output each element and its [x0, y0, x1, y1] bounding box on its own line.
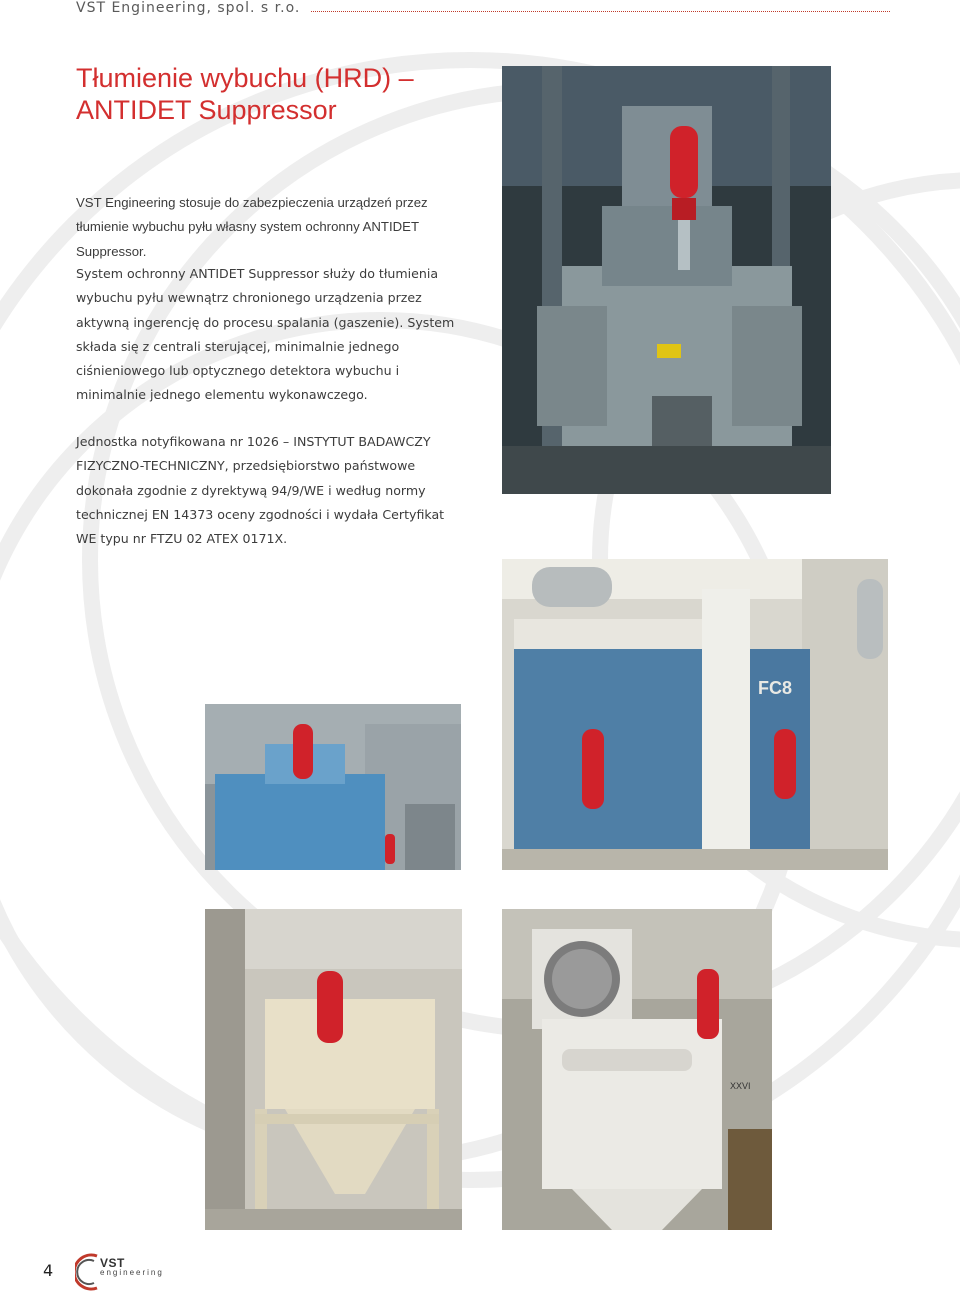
photo-cream-hopper-frame [205, 909, 462, 1230]
photo-white-dust-filter [502, 909, 772, 1230]
system-description-paragraph: System ochronny ANTIDET Suppressor służy do tłumienia wybuchu pyłu wewnątrz chronionego urządzenia przez aktywną ingerencję do procesu spalania (gaszenie). System składa się z centrali sterującej, minimalnie jednego ciśnieniowego lub optycznego detektora wybuchu i minimalnie jednego elementu wykonawczego. [76, 266, 455, 403]
header-company-name: VST Engineering, spol. s r.o. [76, 0, 308, 16]
photo-machine-label-fc8: FC8 [758, 678, 793, 698]
vst-logo [75, 1250, 164, 1292]
photo-blue-hopper [205, 704, 461, 870]
certification-paragraph: Jednostka notyfikowana nr 1026 – INSTYTUT BADAWCZY FIZYCZNO-TECHNICZNY, przedsiębiorstwo państwowe dokonała zgodnie z dyrektywą 94/9/WE i według normy technicznej EN 14373 oceny zgodności i wydała Certyfikat WE typu nr FTZU 02 ATEX 0171X. [76, 434, 445, 547]
photo-machine-label-xxvi: XXVI [730, 1081, 751, 1091]
intro-paragraph: VST Engineering stosuje do zabezpieczenia urządzeń przez tłumienie wybuchu pyłu własny system ochronny ANTIDET Suppressor. [76, 195, 428, 259]
photo-blue-filter-silos [502, 559, 888, 870]
page-title-line1: Tłumienie wybuchu (HRD) – [76, 63, 414, 93]
photo-mill-suppressor [502, 66, 831, 494]
page-title [76, 62, 414, 126]
vst-logo-engineering-text: engineering [100, 1268, 164, 1277]
vst-logo-text: VST [100, 1256, 125, 1270]
page-header [76, 0, 890, 18]
header-dotted-rule [311, 11, 890, 12]
page-title-line2: ANTIDET Suppressor [76, 95, 337, 125]
page-number: 4 [43, 1261, 54, 1280]
